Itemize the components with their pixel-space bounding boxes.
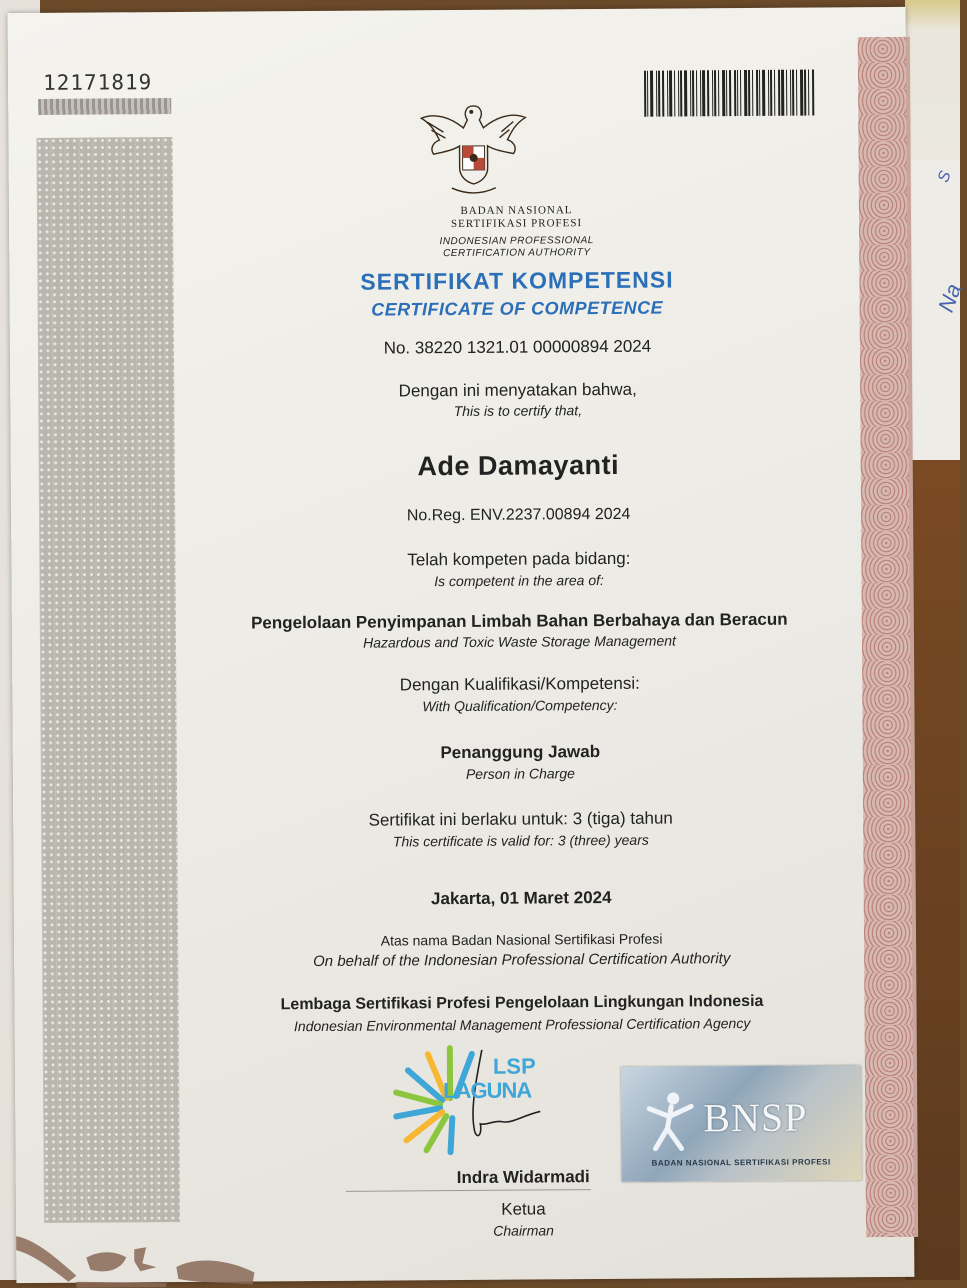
signer-position-en: Chairman [181, 1220, 866, 1241]
signer-name: Indra Widarmadi [181, 1165, 866, 1190]
bnsp-stamp-subtext: BADAN NASIONAL SERTIFIKASI PROFESI [652, 1157, 831, 1167]
agency-name-en [174, 233, 859, 262]
barcode-bar [650, 71, 653, 117]
barcode-bar [714, 70, 716, 116]
qualification-id: Penanggung Jawab [178, 740, 863, 765]
certificate-title-en: CERTIFICATE OF COMPETENCE [175, 296, 860, 322]
agency-name-en-line2: CERTIFICATION AUTHORITY [174, 245, 859, 262]
barcode-bar [729, 70, 731, 116]
barcode-bar [762, 70, 765, 116]
security-pattern-left [36, 137, 180, 1223]
indonesia-map-icon [16, 1226, 256, 1288]
serial-number: 12171819 [43, 70, 152, 95]
intro-text-en: This is to certify that, [175, 400, 860, 421]
validity-en: This certificate is valid for: 3 (three) years [178, 830, 863, 851]
barcode-bar [786, 70, 787, 116]
competent-label-id: Telah kompeten pada bidang: [176, 547, 861, 572]
bnsp-hologram-stamp [621, 1065, 862, 1182]
barcode-bar [796, 70, 797, 116]
competent-label-en: Is competent in the area of: [177, 570, 862, 591]
serial-security-strip [38, 98, 171, 115]
barcode-bar [680, 70, 682, 116]
barcode-bar [800, 70, 803, 116]
certificate-title-id: SERTIFIKAT KOMPETENSI [174, 265, 859, 297]
adjacent-paper-text: Na [933, 280, 967, 315]
agency-name-en-line1: INDONESIAN PROFESSIONAL [174, 233, 859, 250]
barcode-bar [744, 70, 747, 116]
barcode-bar [674, 70, 675, 116]
agency-name-id-line2: SERTIFIKASI PROFESI [174, 215, 859, 233]
barcode-bar [774, 70, 775, 116]
barcode-bar [781, 70, 784, 116]
barcode-bar [684, 70, 687, 116]
barcode-bar [658, 71, 660, 117]
barcode-bar [756, 70, 758, 116]
holder-name: Ade Damayanti [176, 448, 861, 484]
signature-line [346, 1189, 591, 1192]
barcode-bar [740, 70, 741, 116]
validity-id: Sertifikat ini berlaku untuk: 3 (tiga) tahun [178, 807, 863, 832]
on-behalf-en: On behalf of the Indonesian Professional Certification Authority [179, 949, 864, 971]
lsp-logo-text: LSP [493, 1053, 536, 1079]
certificate-sheet [8, 7, 915, 1283]
barcode-bar [707, 70, 709, 116]
barcode-bar [662, 71, 664, 117]
competence-area-id: Pengelolaan Penyimpanan Limbah Bahan Berbahaya dan Beracun [177, 609, 862, 634]
barcode-bar [748, 70, 750, 116]
issuer-name-en: Indonesian Environmental Management Professional Certification Agency [180, 1014, 865, 1035]
barcode-bar [734, 70, 736, 116]
adjacent-paper-text: S [935, 169, 956, 185]
bnsp-figure-icon [641, 1086, 701, 1156]
barcode-bar [722, 70, 725, 116]
barcode-bar [692, 70, 694, 116]
barcode-bar [804, 70, 806, 116]
intro-text-id: Dengan ini menyatakan bahwa, [175, 378, 860, 403]
laguna-logo-text: LAGUNA [443, 1078, 531, 1105]
barcode-bar [669, 71, 672, 117]
barcode-bar [778, 70, 780, 116]
barcode-bar [770, 70, 772, 116]
qualification-en: Person in Charge [178, 763, 863, 784]
barcode-bar [759, 70, 760, 116]
barcode-bar [737, 70, 738, 116]
competence-area-en: Hazardous and Toxic Waste Storage Management [177, 631, 862, 652]
bnsp-stamp-text: BNSP [703, 1094, 807, 1142]
barcode-bar [812, 70, 814, 116]
barcode-bar [647, 71, 648, 117]
barcode-bar [696, 70, 697, 116]
barcode-bar [726, 70, 727, 116]
garuda-emblem-icon [413, 87, 534, 200]
registration-number: No.Reg. ENV.2237.00894 2024 [176, 504, 861, 527]
barcode-bar [792, 70, 794, 116]
place-date: Jakarta, 01 Maret 2024 [179, 886, 864, 911]
on-behalf-id: Atas nama Badan Nasional Sertifikasi Profesi [179, 929, 864, 950]
barcode-bar [752, 70, 753, 116]
issuer-name-id: Lembaga Sertifikasi Profesi Pengelolaan Lingkungan Indonesia [179, 992, 864, 1015]
barcode [644, 69, 834, 116]
barcode-bar [718, 70, 719, 116]
barcode-bar [808, 70, 809, 116]
barcode-bar [702, 70, 705, 116]
certificate-number: No. 38220 1321.01 00000894 2024 [175, 335, 860, 360]
agency-name-id [174, 202, 859, 233]
agency-name-id-line1: BADAN NASIONAL [174, 202, 859, 220]
qualification-label-id: Dengan Kualifikasi/Kompetensi: [177, 672, 862, 697]
qualification-label-en: With Qualification/Competency: [177, 695, 862, 716]
barcode-bar [644, 71, 646, 117]
signer-position-id: Ketua [181, 1197, 866, 1222]
